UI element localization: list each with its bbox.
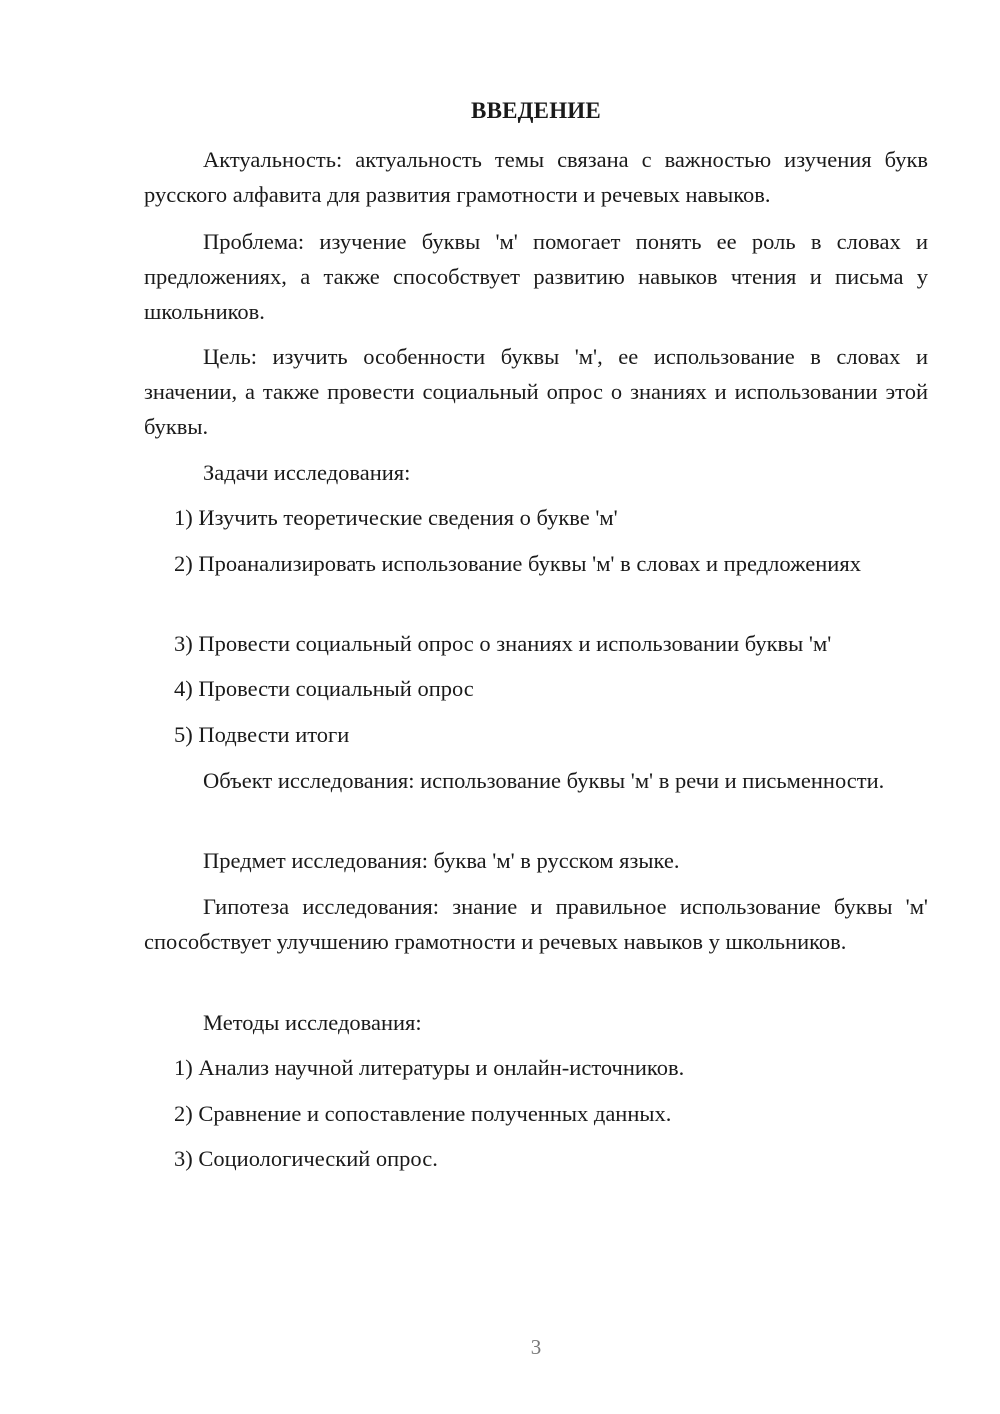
page-number: 3 (530, 1335, 542, 1359)
method-item: 1) Анализ научной литературы и онлайн-источников. (174, 1055, 685, 1080)
object-paragraph: Объект исследования: использование буквы 'м' в речи и письменности. (203, 768, 885, 793)
method-item: 3) Социологический опрос. (174, 1146, 438, 1171)
methods-heading: Методы исследования: (203, 1010, 422, 1035)
task-item: 3) Провести социальный опрос о знаниях и использовании буквы 'м' (174, 631, 832, 656)
task-item: 1) Изучить теоретические сведения о букве 'м' (174, 505, 618, 530)
hypothesis-paragraph: Гипотеза исследования: знание и правильное использование буквы 'м' способствует улучшению грамотности и речевых навыков у школьников. (144, 894, 928, 954)
task-item: 5) Подвести итоги (174, 722, 350, 747)
tasks-heading: Задачи исследования: (203, 460, 411, 485)
task-item: 4) Провести социальный опрос (174, 676, 474, 701)
task-item: 2) Проанализировать использование буквы 'м' в словах и предложениях (174, 551, 861, 576)
page-title: ВВЕДЕНИЕ (471, 98, 601, 123)
goal-paragraph: Цель: изучить особенности буквы 'м', ее использование в словах и значении, а также провести социальный опрос о знаниях и использовании этой буквы. (144, 344, 928, 439)
document-page (144, 0, 928, 1414)
relevance-paragraph: Актуальность: актуальность темы связана с важностью изучения букв русского алфавита для развития грамотности и речевых навыков. (144, 147, 928, 207)
subject-paragraph: Предмет исследования: буква 'м' в русском языке. (203, 848, 680, 873)
method-item: 2) Сравнение и сопоставление полученных данных. (174, 1101, 672, 1126)
problem-paragraph: Проблема: изучение буквы 'м' помогает понять ее роль в словах и предложениях, а также способствует развитию навыков чтения и письма у школьников. (144, 229, 928, 324)
